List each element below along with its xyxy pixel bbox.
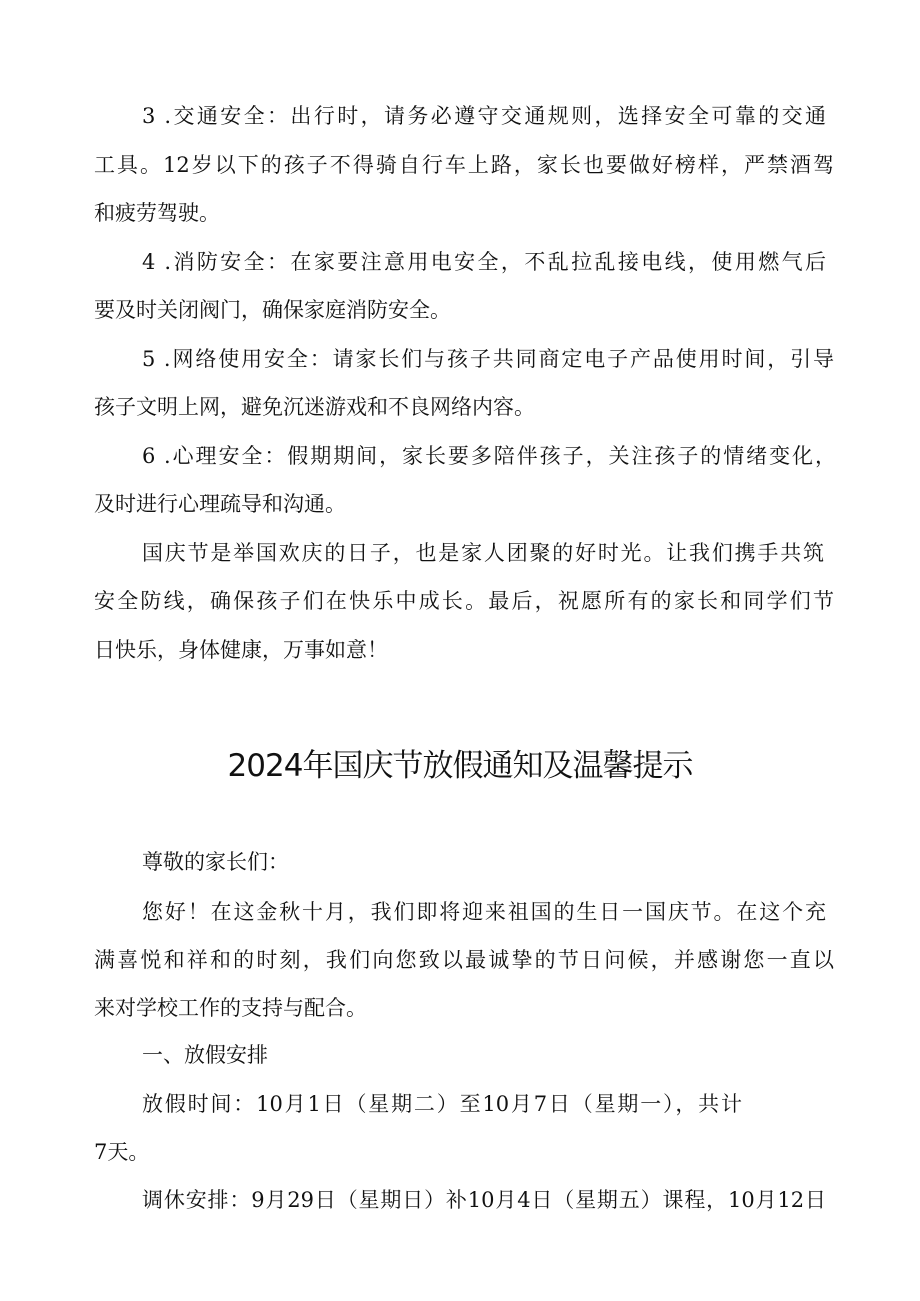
greeting-line-3: 来对学校工作的支持与配合。	[94, 996, 367, 1020]
internet-safety-line-2: 孩子文明上网，避免沉迷游戏和不良网络内容。	[94, 395, 535, 419]
greeting-line-2: 满喜悦和祥和的时刻，我们向您致以最诚挚的节日问候，并感谢您一直以	[94, 948, 834, 972]
internet-safety-line-1: 5 .网络使用安全：请家长们与孩子共同商定电子产品使用时间，引导	[142, 347, 834, 371]
psychological-safety-line-1: 6 .心理安全：假期期间，家长要多陪伴孩子，关注孩子的情绪变化，	[142, 444, 836, 468]
closing-line-3: 日快乐，身体健康，万事如意！	[94, 638, 388, 662]
psychological-safety-line-2: 及时进行心理疏导和沟通。	[94, 492, 346, 516]
greeting-line-1: 您好！在这金秋十月，我们即将迎来祖国的生日一国庆节。在这个充	[142, 900, 826, 924]
makeup-schedule-line-1: 调休安排：9月29日（星期日）补10月4日（星期五）课程，10月12日	[142, 1188, 826, 1212]
notice-title: 2024年国庆节放假通知及温馨提示	[227, 748, 693, 784]
salutation: 尊敬的家长们：	[142, 850, 289, 874]
traffic-safety-line-2: 工具。12岁以下的孩子不得骑自行车上路，家长也要做好榜样，严禁酒驾	[94, 153, 834, 177]
traffic-safety-line-3: 和疲劳驾驶。	[94, 201, 220, 225]
fire-safety-line-1: 4 .消防安全：在家要注意用电安全，不乱拉乱接电线，使用燃气后	[142, 250, 826, 274]
traffic-safety-line-1: 3 .交通安全：出行时，请务必遵守交通规则，选择安全可靠的交通	[142, 104, 826, 128]
section-heading-holiday: 一、放假安排	[142, 1043, 268, 1067]
holiday-time-line-2: 7天。	[94, 1140, 150, 1164]
closing-line-1: 国庆节是举国欢庆的日子，也是家人团聚的好时光。让我们携手共筑	[142, 541, 824, 565]
closing-line-2: 安全防线，确保孩子们在快乐中成长。最后，祝愿所有的家长和同学们节	[94, 589, 834, 613]
fire-safety-line-2: 要及时关闭阀门，确保家庭消防安全。	[94, 298, 451, 322]
holiday-time-line-1: 放假时间：10月1日（星期二）至10月7日（星期一），共计	[142, 1092, 742, 1116]
